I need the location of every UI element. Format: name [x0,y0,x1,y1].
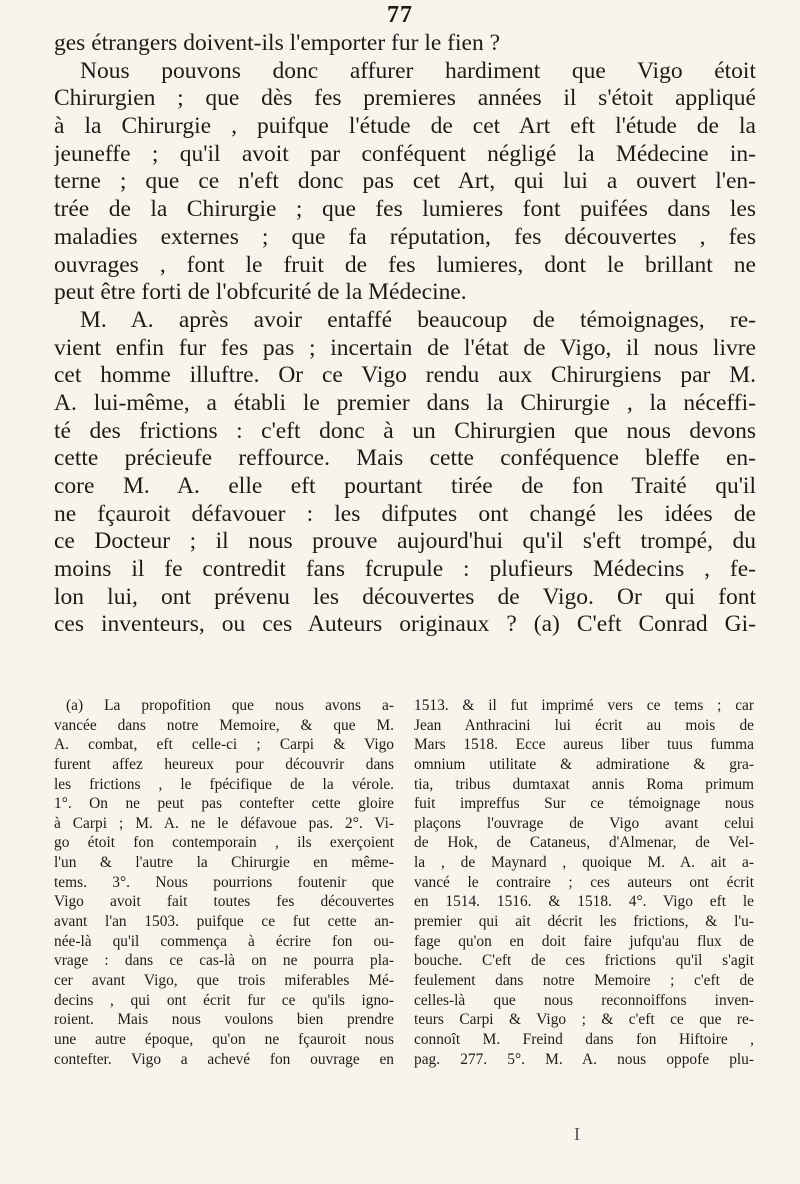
text-line: 1513. & il fut imprimé vers ce tems ; car [414,697,754,714]
text-line: trée de la Chirurgie ; que fes lumieres font puifées dans les [54,196,756,223]
text-line: feulement dans notre Memoire ; c'eft de [414,971,754,989]
text-line: celles-là que nous reconnoiffons inven- [414,991,754,1009]
text-line: ne fçauroit défavouer : les difputes ont changé les idées de [54,500,756,527]
text-line: vancé le contraire ; ces auteurs ont écrit [414,873,754,891]
footnote-left-column [54,696,394,1069]
text-line: les frictions , le fpécifique de la vérole. [54,775,394,793]
text-line: maladies externes ; que fa réputation, fes découvertes , fes [54,223,756,250]
text-line: avant l'an 1503. puifque ce fut cette an- [54,913,394,931]
text-line: la , de Maynard , quoique M. A. ait a- [414,854,754,872]
text-line: furent affez heureux pour découvrir dans [54,755,394,773]
text-line: A. combat, eft celle-ci ; Carpi & Vigo [54,736,394,754]
text-line: en 1514. 1516. & 1518. 4°. Vigo eft le [414,893,754,911]
text-line: teurs Carpi & Vigo ; & c'eft ce que re- [414,1011,754,1029]
text-line: cer avant Vigo, que trois miferables Mé- [54,971,394,989]
text-line: bouche. C'eft de ces frictions qu'il s'agit [414,952,754,970]
text-line: une autre époque, qu'on ne fçauroit nous [54,1030,394,1048]
text-line: 1°. On ne peut pas contefter cette gloire [54,795,394,813]
text-line: à la Chirurgie , puifque l'étude de cet Art eft l'étude de la [54,113,756,140]
text-line: pag. 277. 5°. M. A. nous oppofe plu- [414,1050,754,1068]
footnote-right-column [414,696,754,1069]
text-line: go étoit fon contemporain , ils exerçoient [54,834,394,852]
text-line: (a) La propofition que nous avons a- [66,697,394,714]
text-line: tia, tribus dumtaxat annis Roma primum [414,775,754,793]
text-line: à Carpi ; M. A. ne le défavoue pas. 2°. Vi- [54,814,394,832]
text-line: vancée dans notre Memoire, & que M. [54,716,394,734]
text-line: l'un & l'autre la Chirurgie en même- [54,854,394,872]
text-line: vrage : dans ce cas-là on ne pourra pla- [54,952,394,970]
text-line: ges étrangers doivent-ils l'emporter fur le fien ? [54,30,500,56]
footnote-area [54,696,754,1069]
text-line: té des frictions : c'eft donc à un Chirurgien que nous devons [54,417,756,444]
text-line: decins , qui ont écrit fur ce qu'ils igno- [54,991,394,1009]
text-line: moins il fe contredit fans fcrupule : plufieurs Médecins , fe- [54,556,756,583]
text-line: jeuneffe ; qu'il avoit par conféquent négligé la Médecine in- [54,140,756,167]
text-line: fage qu'on en doit faire jufqu'au flux de [414,932,754,950]
text-line: fuit impreffus Sur ce témoignage nous [414,795,754,813]
text-line: Nous pouvons donc affurer hardiment que Vigo étoit [80,57,756,84]
page-number: 77 [387,2,413,28]
main-text [54,30,756,639]
text-line: Chirurgien ; que dès fes premieres années il s'étoit appliqué [54,85,756,112]
text-line: contefter. Vigo a achevé fon ouvrage en [54,1050,394,1068]
text-line: ce Docteur ; il nous prouve aujourd'hui qu'il s'eft trompé, du [54,528,756,555]
text-line: connoît M. Freind dans fon Hiftoire , [414,1030,754,1048]
text-line: née-là qu'il commença à écrire fon ou- [54,932,394,950]
text-line: Vigo avoit fait toutes fes découvertes [54,893,394,911]
signature-mark: I [574,1124,580,1144]
text-line: plaçons l'ouvrage de Vigo avant celui [414,814,754,832]
text-line: Mars 1518. Ecce aureus liber tuus fumma [414,736,754,754]
text-line: omnium utilitate & admiratione & gra- [414,755,754,773]
text-line: M. A. après avoir entaffé beaucoup de témoignages, re- [80,306,756,333]
text-line: core M. A. elle eft pourtant tirée de fon Traité qu'il [54,473,756,499]
text-line: A. lui-même, a établi le premier dans la Chirurgie , la néceffi- [54,389,756,416]
text-line: de Hok, de Cataneus, d'Almenar, de Vel- [414,834,754,852]
text-line: Jean Anthracini lui écrit au mois de [414,716,754,734]
text-line: vient enfin fur fes pas ; incertain de l'état de Vigo, il nous livre [54,334,756,361]
text-line: roient. Mais nous voulons bien prendre [54,1011,394,1029]
text-line: lon lui, ont prévenu les découvertes de Vigo. Or qui font [54,583,756,610]
text-line: ces inventeurs, ou ces Auteurs originaux ? (a) C'eft Conrad Gi- [54,611,756,638]
text-line: cet homme illuftre. Or ce Vigo rendu aux Chirurgiens par M. [54,362,756,389]
text-line: ouvrages , font le fruit de fes lumieres, dont le brillant ne [54,251,756,278]
text-line: premier qui ait décrit les frictions, & l'u- [414,913,754,931]
text-line: peut être forti de l'obfcurité de la Médecine. [54,279,467,306]
text-line: terne ; que ce n'eft donc pas cet Art, qui lui a ouvert l'en- [54,168,756,195]
text-line: cette précieufe reffource. Mais cette conféquence bleffe en- [54,445,756,472]
text-line: tems. 3°. Nous pourrions foutenir que [54,873,394,891]
